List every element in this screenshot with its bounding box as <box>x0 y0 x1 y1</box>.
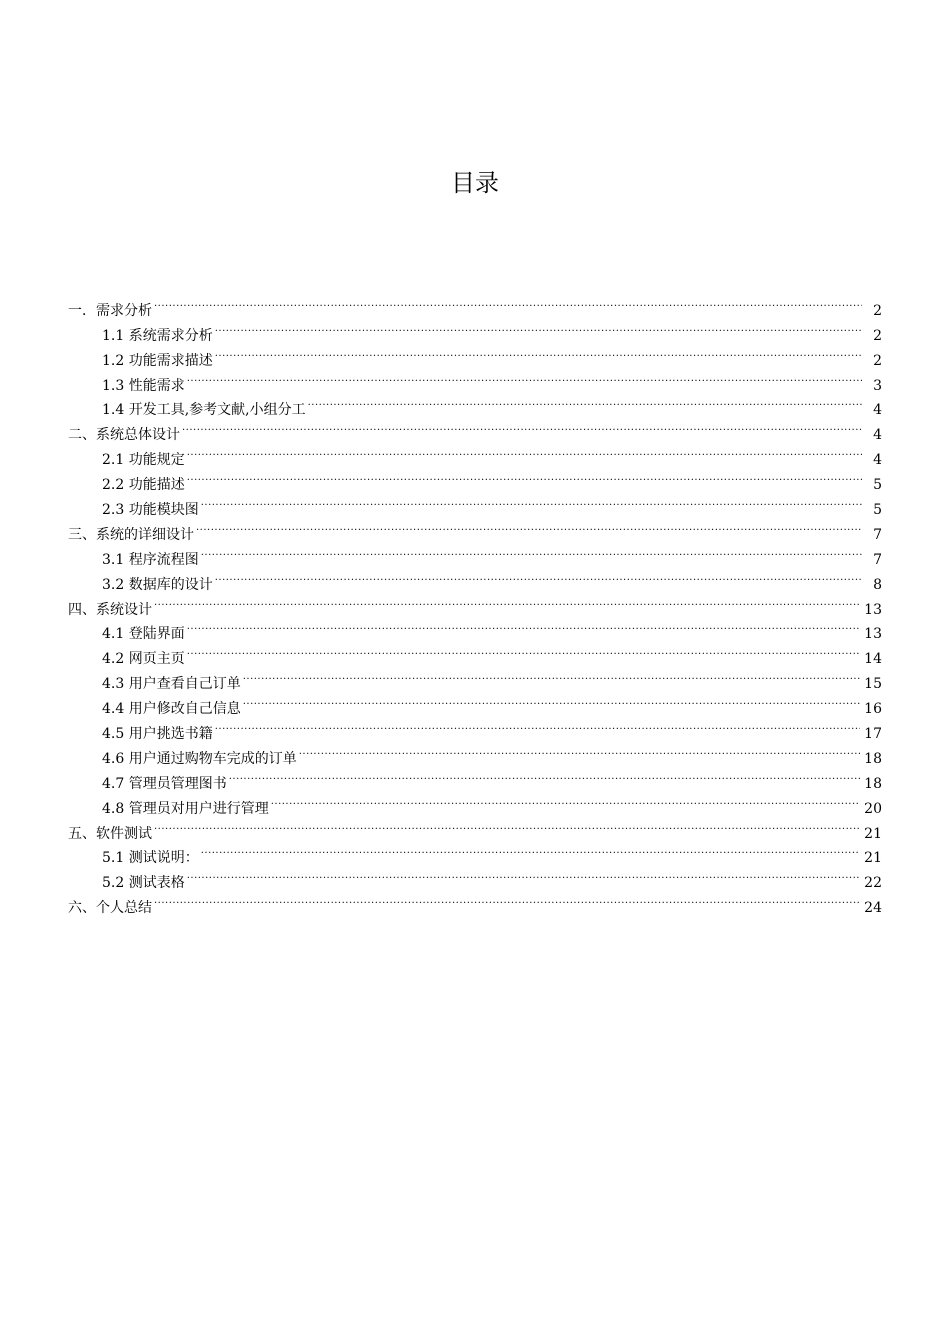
toc-dot-leader <box>215 340 862 365</box>
toc-entry-label: 四、系统设计 <box>68 601 152 618</box>
toc-dot-leader <box>299 738 860 763</box>
toc-entry-4-3[interactable] <box>68 663 882 693</box>
toc-dot-leader <box>271 788 860 813</box>
toc-entry-label: 4.2 网页主页 <box>102 651 185 668</box>
toc-entry-label: 六、个人总结 <box>68 900 152 917</box>
toc-entry-label: 4.6 用户通过购物车完成的订单 <box>102 750 297 767</box>
toc-entry-label: 1.1 系统需求分析 <box>102 327 213 344</box>
toc-entry-label: 2.3 功能模块图 <box>102 502 199 519</box>
toc-page-number: 3 <box>873 377 882 394</box>
toc-entry-label: 2.2 功能描述 <box>102 477 185 494</box>
toc-dot-leader <box>187 862 860 887</box>
toc-page-number: 2 <box>873 327 882 344</box>
toc-entry-label: 1.4 开发工具,参考文献,小组分工 <box>102 402 306 419</box>
toc-page-number: 16 <box>864 701 882 718</box>
toc-entry-2-3[interactable] <box>68 489 882 519</box>
toc-entry-label: 一．需求分析 <box>68 302 152 319</box>
toc-dot-leader <box>187 464 862 489</box>
toc-page-number: 24 <box>864 900 882 917</box>
toc-entry-section-6[interactable] <box>68 887 882 917</box>
toc-dot-leader <box>154 589 860 614</box>
toc-entry-label: 4.8 管理员对用户进行管理 <box>102 800 269 817</box>
toc-dot-leader <box>201 838 860 863</box>
table-of-contents <box>68 290 882 917</box>
toc-entry-label: 1.2 功能需求描述 <box>102 352 213 369</box>
toc-entry-label: 二、系统总体设计 <box>68 427 180 444</box>
toc-dot-leader <box>196 514 862 539</box>
toc-entry-5-1[interactable] <box>68 838 882 867</box>
toc-entry-label: 4.3 用户查看自己订单 <box>102 676 241 693</box>
toc-entry-5-2[interactable] <box>68 862 882 892</box>
toc-dot-leader <box>215 713 860 738</box>
toc-dot-leader <box>215 315 862 340</box>
toc-page-number: 2 <box>873 302 882 319</box>
toc-page-number: 14 <box>864 651 882 668</box>
page-title: 目录 <box>451 169 499 197</box>
toc-dot-leader <box>308 390 862 415</box>
toc-dot-leader <box>201 539 862 564</box>
toc-page-number: 22 <box>864 875 882 892</box>
toc-entry-label: 2.1 功能规定 <box>102 452 185 469</box>
toc-dot-leader <box>182 414 862 439</box>
toc-entry-label: 3.2 数据库的设计 <box>102 576 213 593</box>
toc-entry-section-5[interactable] <box>68 813 882 842</box>
toc-page-number: 4 <box>873 427 882 444</box>
toc-entry-2-1[interactable] <box>68 439 882 469</box>
toc-dot-leader <box>154 290 862 315</box>
toc-entry-label: 4.4 用户修改自己信息 <box>102 701 241 718</box>
toc-page-number: 21 <box>864 850 882 867</box>
toc-page-number: 4 <box>873 452 882 469</box>
toc-dot-leader <box>215 564 862 589</box>
toc-entry-2-2[interactable] <box>68 464 882 494</box>
toc-entry-label: 三、系统的详细设计 <box>68 526 194 543</box>
toc-entry-label: 5.1 测试说明： <box>102 850 199 867</box>
toc-entry-label: 五、软件测试 <box>68 825 152 842</box>
toc-page-number: 5 <box>873 502 882 519</box>
toc-entry-4-1[interactable] <box>68 614 882 643</box>
toc-entry-1-1[interactable] <box>68 315 882 344</box>
toc-page-number: 7 <box>873 551 882 568</box>
toc-entry-1-4[interactable] <box>68 390 882 419</box>
toc-page-number: 13 <box>864 601 882 618</box>
toc-entry-1-3[interactable] <box>68 365 882 394</box>
toc-dot-leader <box>201 489 862 514</box>
toc-entry-label: 4.1 登陆界面 <box>102 626 185 643</box>
toc-dot-leader <box>229 763 860 788</box>
toc-dot-leader <box>243 663 860 688</box>
toc-page-number: 4 <box>873 402 882 419</box>
toc-dot-leader <box>154 813 860 838</box>
toc-entry-section-1[interactable] <box>68 290 882 319</box>
toc-entry-section-2[interactable] <box>68 414 882 444</box>
toc-page-number: 20 <box>864 800 882 817</box>
toc-page-number: 7 <box>873 526 882 543</box>
toc-page-number: 5 <box>873 477 882 494</box>
toc-page-number: 8 <box>873 576 882 593</box>
toc-dot-leader <box>187 439 862 464</box>
toc-dot-leader <box>187 365 862 390</box>
toc-page-number: 15 <box>864 676 882 693</box>
toc-entry-label: 5.2 测试表格 <box>102 875 185 892</box>
toc-dot-leader <box>154 887 860 912</box>
toc-page-number: 18 <box>864 750 882 767</box>
toc-entry-4-2[interactable] <box>68 638 882 668</box>
toc-page-number: 17 <box>864 726 882 743</box>
toc-entry-label: 4.7 管理员管理图书 <box>102 775 227 792</box>
toc-dot-leader <box>187 638 860 663</box>
toc-entry-label: 4.5 用户挑选书籍 <box>102 726 213 743</box>
toc-dot-leader <box>187 614 860 639</box>
toc-page-number: 18 <box>864 775 882 792</box>
toc-page-number: 13 <box>864 626 882 643</box>
toc-dot-leader <box>243 688 860 713</box>
toc-entry-label: 3.1 程序流程图 <box>102 551 199 568</box>
toc-entry-label: 1.3 性能需求 <box>102 377 185 394</box>
toc-page-number: 21 <box>864 825 882 842</box>
toc-entry-section-4[interactable] <box>68 589 882 618</box>
toc-page-number: 2 <box>873 352 882 369</box>
